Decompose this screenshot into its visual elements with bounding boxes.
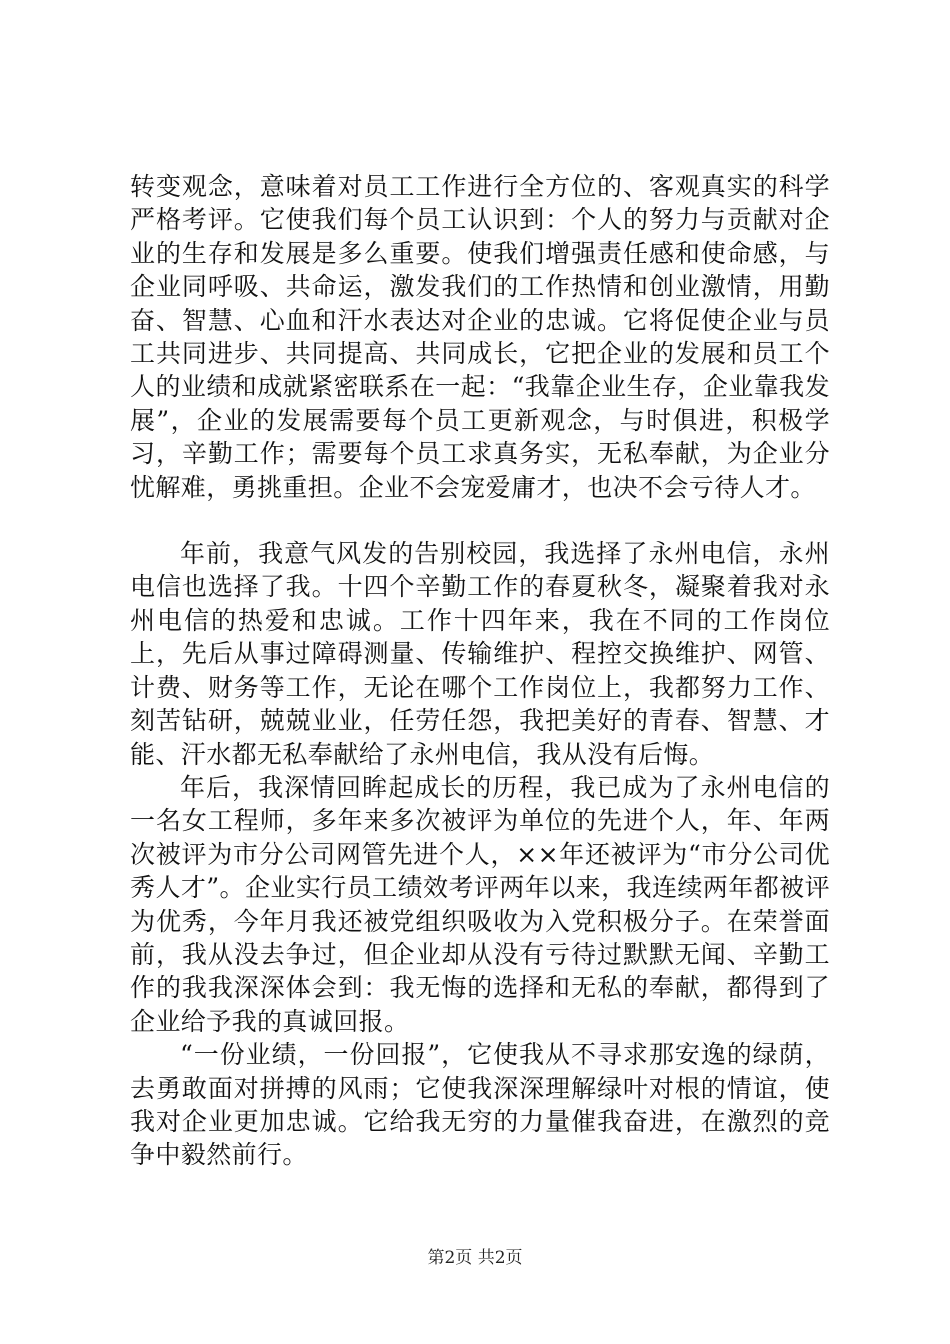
- paragraph-1: 转变观念，意味着对员工工作进行全方位的、客观真实的科学严格考评。它使我们每个员工认识到：个人的努力与贡献对企业的生存和发展是多么重要。使我们增强责任感和使命感，与企业同呼吸、共命运，激发我们的工作热情和创业激情，用勤奋、智慧、心血和汗水表达对企业的忠诚。它将促使企业与员工共同进步、共同提高、共同成长，它把企业的发展和员工个人的业绩和成就紧密联系在一起：“我靠企业生存，企业靠我发展”，企业的发展需要每个员工更新观念，与时俱进，积极学习，辛勤工作；需要每个员工求真务实，无私奉献，为企业分忧解难，勇挑重担。企业不会宠爱庸才，也决不会亏待人才。: [130, 172, 830, 502]
- page-footer: [0, 1243, 950, 1268]
- paragraph-4: “一份业绩，一份回报”，它使我从不寻求那安逸的绿荫，去勇敢面对拼搏的风雨；它使我深深理解绿叶对根的情谊，使我对企业更加忠诚。它给我无穷的力量催我奋进，在激烈的竞争中毅然前行。: [130, 1040, 830, 1170]
- paragraph-gap: [130, 504, 830, 537]
- page-indicator: 第2页 共2页: [427, 1248, 523, 1268]
- paragraph-3: 年后，我深情回眸起成长的历程，我已成为了永州电信的一名女工程师，多年来多次被评为单位的先进个人，年、年两次被评为市分公司网管先进个人，××年还被评为“市分公司优秀人才”。企业实行员工绩效考评两年以来，我连续两年都被评为优秀，今年月我还被党组织吸收为入党积极分子。在荣誉面前，我从没去争过，但企业却从没有亏待过默默无闻、辛勤工作的我我深深体会到：我无悔的选择和无私的奉献，都得到了企业给予我的真诚回报。: [130, 772, 830, 1036]
- document-body: [130, 170, 830, 1172]
- paragraph-2: 年前，我意气风发的告别校园，我选择了永州电信，永州电信也选择了我。十四个辛勤工作的春夏秋冬，凝聚着我对永州电信的热爱和忠诚。工作十四年来，我在不同的工作岗位上，先后从事过障碍测量、传输维护、程控交换维护、网管、计费、财务等工作，无论在哪个工作岗位上，我都努力工作、刻苦钻研，兢兢业业，任劳任怨，我把美好的青春、智慧、才能、汗水都无私奉献给了永州电信，我从没有后悔。: [130, 539, 830, 769]
